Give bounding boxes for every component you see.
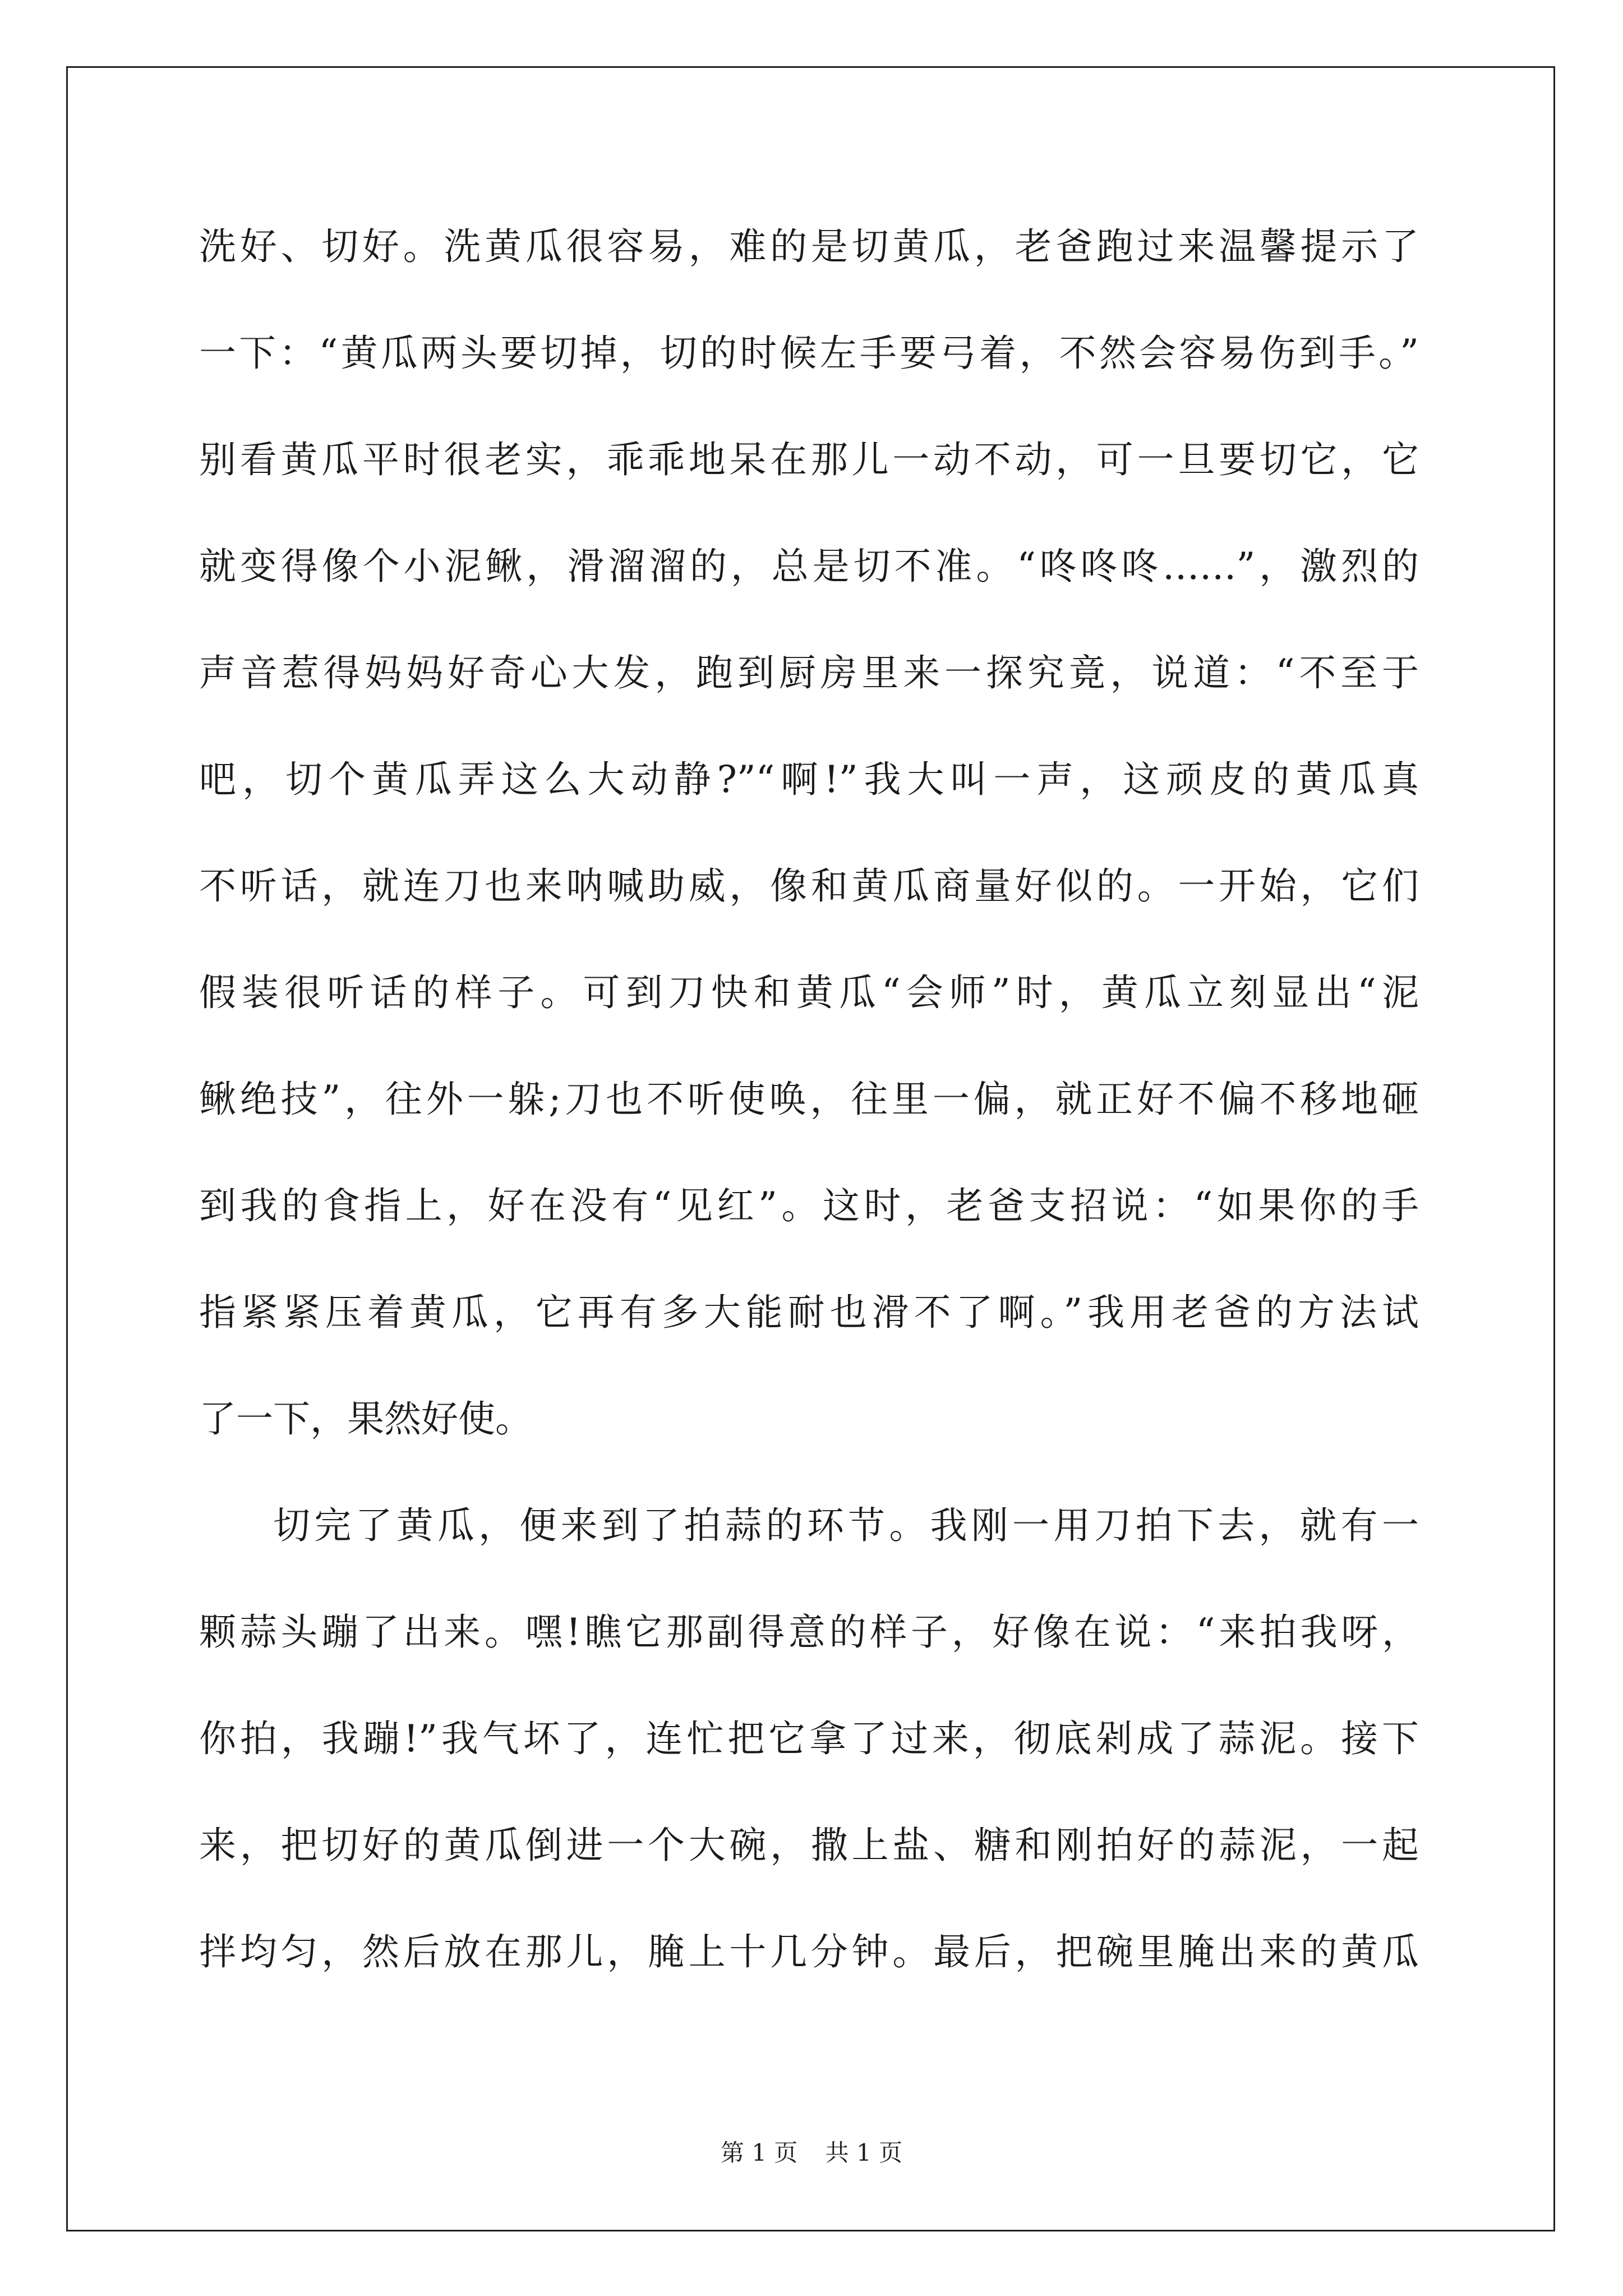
paragraph-1: [199, 194, 1419, 1473]
text-line: 声音惹得妈妈好奇心大发，跑到厨房里来一探究竟，说道：“不至于: [199, 651, 1419, 694]
text-line: 不听话，就连刀也来呐喊助威，像和黄瓜商量好似的。一开始，它们: [199, 864, 1419, 908]
paragraph-2: [199, 1473, 1419, 2005]
text-line: 到我的食指上，好在没有“见红”。这时，老爸支招说：“如果你的手: [199, 1184, 1419, 1227]
text-line: 颗蒜头蹦了出来。嘿!瞧它那副得意的样子，好像在说：“来拍我呀，: [199, 1611, 1419, 1654]
text-line: 你拍，我蹦!”我气坏了，连忙把它拿了过来，彻底剁成了蒜泥。接下: [199, 1717, 1419, 1760]
text-line: 别看黄瓜平时很老实，乖乖地呆在那儿一动不动，可一旦要切它，它: [199, 438, 1419, 481]
text-line: 拌均匀，然后放在那儿，腌上十几分钟。最后，把碗里腌出来的黄瓜: [199, 1930, 1419, 1973]
text-line: 了一下，果然好使。: [199, 1397, 532, 1441]
text-line: 就变得像个小泥鳅，滑溜溜的，总是切不准。“咚咚咚……”，激烈的: [199, 545, 1419, 588]
page-number: 第 1 页: [720, 2139, 798, 2166]
page-total: 共 1 页: [825, 2139, 903, 2166]
text-line: 鳅绝技”，往外一躲;刀也不听使唤，往里一偏，就正好不偏不移地砸: [199, 1078, 1419, 1121]
page-footer: [0, 2134, 1623, 2168]
text-line: 切完了黄瓜，便来到了拍蒜的环节。我刚一用刀拍下去，就有一: [273, 1504, 1419, 1547]
text-line: 一下：“黄瓜两头要切掉，切的时候左手要弓着，不然会容易伤到手。”: [199, 332, 1419, 375]
document-body: [199, 194, 1419, 2005]
text-line: 吧，切个黄瓜弄这么大动静?”“啊!”我大叫一声，这顽皮的黄瓜真: [199, 758, 1419, 801]
text-line: 指紧紧压着黄瓜，它再有多大能耐也滑不了啊。”我用老爸的方法试: [199, 1291, 1419, 1334]
text-line: 洗好、切好。洗黄瓜很容易，难的是切黄瓜，老爸跑过来温馨提示了: [199, 225, 1419, 268]
text-line: 假装很听话的样子。可到刀快和黄瓜“会师”时，黄瓜立刻显出“泥: [199, 971, 1419, 1014]
text-line: 来，把切好的黄瓜倒进一个大碗，撒上盐、糖和刚拍好的蒜泥，一起: [199, 1824, 1419, 1867]
